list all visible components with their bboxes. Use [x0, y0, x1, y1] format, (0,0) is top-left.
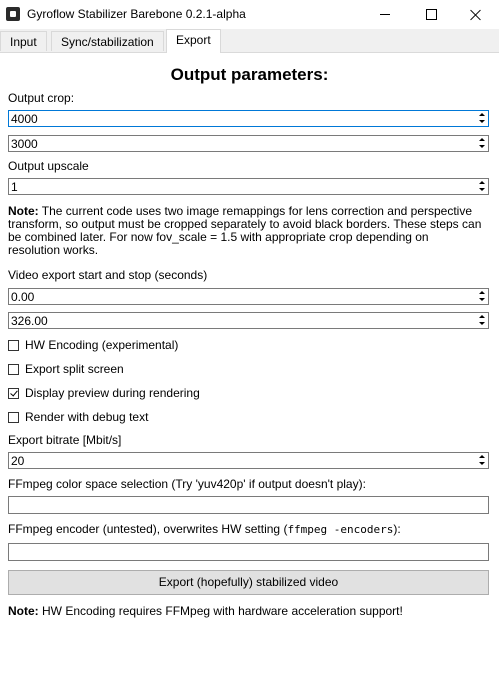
- color-space-input[interactable]: [8, 496, 489, 514]
- crop-note: [8, 205, 483, 257]
- spin-down-icon[interactable]: [476, 119, 487, 126]
- close-icon: [470, 9, 482, 21]
- encoder-label-prefix: FFmpeg encoder (untested), overwrites HW setting (: [8, 522, 288, 536]
- bitrate-value: 20: [11, 454, 25, 468]
- encoder-label: [8, 522, 401, 536]
- display-preview-checkbox[interactable]: [8, 386, 200, 400]
- bitrate-spinbox[interactable]: [8, 452, 489, 469]
- output-crop-label: Output crop:: [8, 91, 75, 105]
- spin-down-icon[interactable]: [476, 297, 487, 304]
- spin-down-icon[interactable]: [476, 144, 487, 151]
- checkbox-box[interactable]: [8, 412, 19, 423]
- tab-input[interactable]: Input: [0, 31, 47, 51]
- app-icon: [6, 7, 20, 21]
- upscale-spinbox[interactable]: [8, 178, 489, 195]
- start-time-spinbox[interactable]: [8, 288, 489, 305]
- encoder-input[interactable]: [8, 543, 489, 561]
- hw-encoding-checkbox[interactable]: [8, 338, 178, 352]
- maximize-button[interactable]: [408, 0, 454, 29]
- tab-bar: [0, 29, 499, 53]
- bottom-note-text: HW Encoding requires FFMpeg with hardware acceleration support!: [38, 604, 403, 618]
- title-bar: [0, 0, 499, 29]
- stop-time-spinbox[interactable]: [8, 312, 489, 329]
- tab-sync-stabilization[interactable]: Sync/stabilization: [51, 31, 164, 51]
- bitrate-label: Export bitrate [Mbit/s]: [8, 433, 122, 447]
- encoder-label-code: ffmpeg -encoders: [287, 523, 394, 536]
- export-button[interactable]: Export (hopefully) stabilized video: [8, 570, 489, 595]
- note-label: Note:: [8, 204, 39, 218]
- checkbox-box[interactable]: [8, 340, 19, 351]
- note-text: The current code uses two image remappings for lens correction and perspective transform, so output must be cropped separately to avoid black borders. These steps can be combined later. For now fov_scale = 1.5 with appropriate crop depending on resolution works.: [8, 204, 482, 257]
- bottom-note-label: Note:: [8, 604, 39, 618]
- export-split-checkbox[interactable]: [8, 362, 124, 376]
- spin-down-icon[interactable]: [476, 187, 487, 194]
- close-button[interactable]: [453, 0, 499, 29]
- start-time-value: 0.00: [11, 290, 35, 304]
- minimize-button[interactable]: [362, 0, 408, 29]
- hw-note: [8, 605, 483, 618]
- stop-time-value: 326.00: [11, 314, 48, 328]
- spin-down-icon[interactable]: [476, 461, 487, 468]
- crop-width-value: 4000: [11, 112, 38, 126]
- page-title: Output parameters:: [170, 65, 329, 84]
- minimize-icon: [380, 14, 390, 15]
- spin-down-icon[interactable]: [476, 321, 487, 328]
- hw-encoding-label: HW Encoding (experimental): [25, 338, 179, 352]
- tab-export[interactable]: Export: [166, 29, 221, 53]
- checkbox-box[interactable]: [8, 364, 19, 375]
- crop-height-spinbox[interactable]: [8, 135, 489, 152]
- maximize-icon: [426, 9, 437, 20]
- crop-height-value: 3000: [11, 137, 38, 151]
- video-export-label: Video export start and stop (seconds): [8, 268, 208, 282]
- render-debug-label: Render with debug text: [25, 410, 149, 424]
- color-space-label: FFmpeg color space selection (Try 'yuv420p' if output doesn't play):: [8, 477, 366, 491]
- encoder-label-suffix: ):: [393, 522, 401, 536]
- crop-width-spinbox[interactable]: [8, 110, 489, 127]
- checkbox-box-checked[interactable]: [8, 388, 19, 399]
- render-debug-checkbox[interactable]: [8, 410, 148, 424]
- output-upscale-label: Output upscale: [8, 159, 89, 173]
- display-preview-label: Display preview during rendering: [25, 386, 200, 400]
- upscale-value: 1: [11, 180, 18, 194]
- export-split-label: Export split screen: [25, 362, 124, 376]
- window-title: Gyroflow Stabilizer Barebone 0.2.1-alpha: [27, 7, 246, 21]
